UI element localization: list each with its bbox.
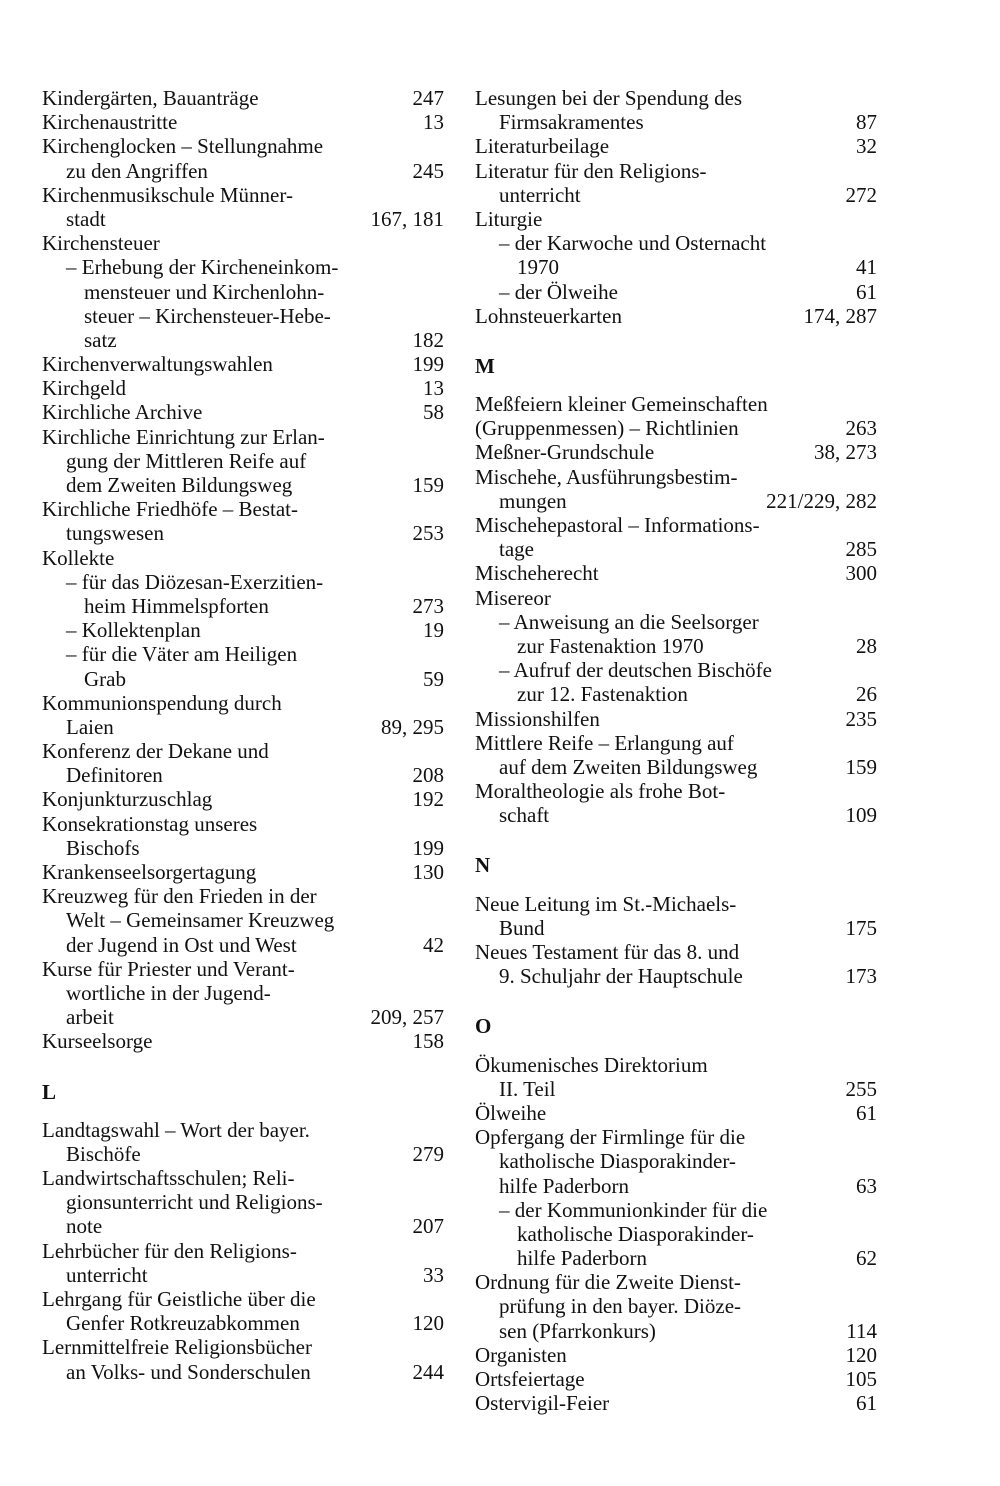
index-entry-line xyxy=(42,159,444,183)
index-entry-line xyxy=(42,1360,444,1384)
entry-text: Kirchensteuer xyxy=(42,231,160,256)
entry-text: Ordnung für die Zweite Dienst- xyxy=(475,1270,741,1295)
entry-text: Kirchliche Einrichtung zur Erlan- xyxy=(42,424,325,449)
entry-text: katholische Diasporakinder- xyxy=(517,1221,754,1246)
entry-text: – Aufruf der deutschen Bischöfe xyxy=(499,658,772,683)
page-number: 182 xyxy=(412,327,444,352)
index-entry-line xyxy=(42,1263,444,1287)
index-entry-line xyxy=(475,440,877,464)
index-entry-line xyxy=(42,521,444,545)
entry-text: tungswesen xyxy=(66,521,164,546)
entry-text: Bischofs xyxy=(66,835,140,860)
page-number: 221/229, 282 xyxy=(766,488,877,513)
entry-text: – Kollektenplan xyxy=(66,618,201,643)
entry-text: Meßner-Grundschule xyxy=(475,440,655,465)
entry-text: – der Kommunionkinder für die xyxy=(499,1197,768,1222)
entry-text: heim Himmelspforten xyxy=(84,593,269,618)
index-entry-line xyxy=(475,465,877,489)
entry-text: mensteuer und Kirchenlohn- xyxy=(84,279,325,304)
index-entry-line xyxy=(475,304,877,328)
entry-text: Kirchenglocken – Stellungnahme xyxy=(42,134,324,159)
index-entry-line xyxy=(42,667,444,691)
index-entry-line xyxy=(475,658,877,682)
index-entry-line xyxy=(475,1343,877,1367)
index-entry-line xyxy=(42,618,444,642)
index-entry-line xyxy=(475,1367,877,1391)
entry-text: zur Fastenaktion 1970 xyxy=(517,633,704,658)
entry-text: Mischehepastoral – Informations- xyxy=(475,513,760,537)
index-entry-line xyxy=(42,231,444,255)
index-entry-line xyxy=(475,86,877,110)
entry-text: Lesungen bei der Spendung des xyxy=(475,86,743,110)
entry-text: Konjunkturzuschlag xyxy=(42,787,213,812)
entry-text: Meßfeiern kleiner Gemeinschaften xyxy=(475,392,768,417)
entry-text: schaft xyxy=(499,803,550,828)
entry-text: Moraltheologie als frohe Bot- xyxy=(475,779,726,804)
index-entry-line xyxy=(42,86,444,110)
entry-text: Landwirtschaftsschulen; Reli- xyxy=(42,1166,295,1191)
page-number: 130 xyxy=(412,860,444,884)
entry-text: Konferenz der Dekane und xyxy=(42,739,269,764)
page-number: 13 xyxy=(423,110,444,135)
page-number: 62 xyxy=(856,1246,877,1271)
index-entry-line xyxy=(42,328,444,352)
entry-text: Ökumenisches Direktorium xyxy=(475,1052,708,1077)
index-entry-line xyxy=(475,940,877,964)
index-entry-line xyxy=(42,1311,444,1335)
entry-text: II. Teil xyxy=(499,1076,556,1101)
entry-text: tage xyxy=(499,537,534,562)
entry-text: – Anweisung an die Seelsorger xyxy=(499,609,759,634)
entry-text: – der Ölweihe xyxy=(499,279,618,304)
page-number: 28 xyxy=(856,633,877,658)
entry-text: Bund xyxy=(499,915,545,940)
index-entry-line xyxy=(475,489,877,513)
index-entry-line xyxy=(42,400,444,424)
page-number: 33 xyxy=(423,1262,444,1287)
entry-text: Kommunionspendung durch xyxy=(42,690,282,715)
page-number: 59 xyxy=(423,666,444,691)
page-number: 208 xyxy=(412,763,444,788)
entry-text: Kirchliche Friedhöfe – Bestat- xyxy=(42,497,298,522)
entry-text: Kirchgeld xyxy=(42,376,126,401)
page-number: 167, 181 xyxy=(370,206,444,231)
page-number: 61 xyxy=(856,279,877,304)
index-entry-line xyxy=(42,255,444,279)
index-entry-line xyxy=(475,1294,877,1318)
page-number: 245 xyxy=(412,158,444,183)
index-entry-line xyxy=(475,231,877,255)
index-entry-line xyxy=(42,304,444,328)
page-number: 159 xyxy=(845,754,877,779)
index-entry-line xyxy=(42,207,444,231)
index-entry-line xyxy=(42,376,444,400)
page-number: 192 xyxy=(412,787,444,812)
index-entry-line xyxy=(42,352,444,376)
entry-text: – der Karwoche und Osternacht xyxy=(499,231,767,256)
index-entry-line xyxy=(42,570,444,594)
page-number: 63 xyxy=(856,1173,877,1198)
index-entry-line xyxy=(42,1239,444,1263)
entry-text: Kreuzweg für den Frieden in der xyxy=(42,884,317,909)
index-entry-line xyxy=(475,513,877,537)
entry-text: – für das Diözesan-Exerzitien- xyxy=(66,569,324,594)
index-entry-line xyxy=(475,1246,877,1270)
index-entry-line xyxy=(475,916,877,940)
section-letter-heading: M xyxy=(475,353,495,378)
page-number: 199 xyxy=(412,352,444,377)
entry-text: Bischöfe xyxy=(66,1141,141,1166)
entry-text: gung der Mittleren Reife auf xyxy=(66,448,307,473)
index-entry-line xyxy=(475,586,877,610)
index-entry-line xyxy=(475,1174,877,1198)
entry-text: Kurseelsorge xyxy=(42,1029,153,1054)
entry-text: zu den Angriffen xyxy=(66,158,208,183)
entry-text: Missionshilfen xyxy=(475,706,600,731)
entry-text: an Volks- und Sonderschulen xyxy=(66,1359,311,1384)
page-number: 255 xyxy=(845,1076,877,1101)
index-column-right xyxy=(475,86,877,1415)
page-number: 26 xyxy=(856,682,877,707)
entry-text: der Jugend in Ost und West xyxy=(66,932,297,957)
index-entry-line xyxy=(42,1029,444,1053)
entry-text: Kindergärten, Bauanträge xyxy=(42,86,259,110)
page-number: 42 xyxy=(423,932,444,957)
index-entry-line xyxy=(42,183,444,207)
entry-text: Kirchenaustritte xyxy=(42,110,178,135)
entry-text: wortliche in der Jugend- xyxy=(66,980,271,1005)
index-entry-line xyxy=(42,1118,444,1142)
index-entry-line xyxy=(475,610,877,634)
index-entry-line xyxy=(475,1319,877,1343)
index-entry-line xyxy=(475,755,877,779)
index-entry-line xyxy=(475,1053,877,1077)
entry-text: Ölweihe xyxy=(475,1100,547,1125)
entry-text: Liturgie xyxy=(475,206,543,231)
index-entry-line xyxy=(475,1222,877,1246)
index-entry-line xyxy=(475,1270,877,1294)
page-number: 32 xyxy=(856,134,877,159)
index-entry-line xyxy=(42,787,444,811)
index-entry-line xyxy=(42,715,444,739)
section-letter-heading: N xyxy=(475,853,491,878)
page-number: 273 xyxy=(412,593,444,618)
index-entry-line xyxy=(475,1391,877,1415)
entry-text: Mischehe, Ausführungsbestim- xyxy=(475,464,738,489)
page-number: 300 xyxy=(845,561,877,586)
entry-text: hilfe Paderborn xyxy=(517,1246,648,1271)
entry-text: Opfergang der Firmlinge für die xyxy=(475,1125,746,1150)
entry-text: steuer – Kirchensteuer-Hebe- xyxy=(84,303,331,328)
entry-text: 9. Schuljahr der Hauptschule xyxy=(499,964,743,989)
index-entry-line xyxy=(42,449,444,473)
page-number: 89, 295 xyxy=(381,714,444,739)
index-entry-line xyxy=(42,739,444,763)
entry-text: Mischeherecht xyxy=(475,561,599,586)
entry-text: prüfung in den bayer. Diöze- xyxy=(499,1294,742,1319)
entry-text: Krankenseelsorgertagung xyxy=(42,860,257,884)
page-number: 120 xyxy=(412,1311,444,1336)
index-entry-line xyxy=(42,1214,444,1238)
page-number: 175 xyxy=(845,915,877,940)
entry-text: Definitoren xyxy=(66,763,163,788)
entry-text: (Gruppenmessen) – Richtlinien xyxy=(475,416,739,441)
index-entry-line xyxy=(475,1077,877,1101)
entry-text: Welt – Gemeinsamer Kreuzweg xyxy=(66,908,335,933)
index-entry-line xyxy=(475,110,877,134)
entry-text: unterricht xyxy=(499,182,581,207)
index-entry-line xyxy=(42,1287,444,1311)
page-number: 199 xyxy=(412,835,444,860)
entry-text: 1970 xyxy=(517,255,559,280)
entry-text: Kurse für Priester und Verant- xyxy=(42,956,295,981)
entry-text: unterricht xyxy=(66,1262,148,1287)
page-number: 207 xyxy=(412,1214,444,1239)
index-entry-line xyxy=(42,1335,444,1359)
entry-text: Landtagswahl – Wort der bayer. xyxy=(42,1117,310,1142)
index-entry-line xyxy=(475,183,877,207)
page-number: 235 xyxy=(845,706,877,731)
page-number: 105 xyxy=(845,1367,877,1391)
index-entry-line xyxy=(42,908,444,932)
entry-text: – für die Väter am Heiligen xyxy=(66,642,298,667)
index-entry-line xyxy=(475,1149,877,1173)
entry-text: dem Zweiten Bildungsweg xyxy=(66,473,293,497)
entry-text: Laien xyxy=(66,714,114,739)
entry-text: Literaturbeilage xyxy=(475,134,610,159)
index-entry-line xyxy=(475,280,877,304)
entry-text: stadt xyxy=(66,206,106,231)
index-entry-line xyxy=(42,473,444,497)
page-number: 158 xyxy=(412,1029,444,1054)
index-entry-line xyxy=(42,812,444,836)
entry-text: – Erhebung der Kircheneinkom- xyxy=(66,255,339,280)
page-number: 61 xyxy=(856,1100,877,1125)
index-entry-line xyxy=(42,280,444,304)
index-column-left xyxy=(42,86,444,1384)
entry-text: Neues Testament für das 8. und xyxy=(475,940,740,964)
page-number: 285 xyxy=(845,537,877,562)
entry-text: arbeit xyxy=(66,1005,114,1030)
index-entry-line xyxy=(475,1101,877,1125)
index-entry-line xyxy=(475,964,877,988)
section-letter-heading: O xyxy=(475,1014,492,1039)
page-number: 272 xyxy=(845,182,877,207)
page-number: 209, 257 xyxy=(370,1005,444,1030)
page-number: 114 xyxy=(846,1318,877,1343)
index-entry-line xyxy=(475,561,877,585)
entry-text: hilfe Paderborn xyxy=(499,1173,630,1198)
index-entry-line xyxy=(42,594,444,618)
entry-text: Kollekte xyxy=(42,545,115,570)
index-entry-line xyxy=(475,1125,877,1149)
index-entry-line xyxy=(475,731,877,755)
entry-text: Ostervigil-Feier xyxy=(475,1391,610,1416)
index-entry-line xyxy=(42,933,444,957)
page-number: 263 xyxy=(845,416,877,441)
entry-text: Kirchenverwaltungswahlen xyxy=(42,352,273,377)
page-number: 38, 273 xyxy=(814,440,877,465)
index-entry-line xyxy=(475,159,877,183)
page-number: 173 xyxy=(845,964,877,989)
index-entry-line xyxy=(475,779,877,803)
page-number: 244 xyxy=(412,1359,444,1384)
page-number: 61 xyxy=(856,1391,877,1416)
index-entry-line xyxy=(42,642,444,666)
index-entry-line xyxy=(42,981,444,1005)
entry-text: note xyxy=(66,1214,103,1239)
index-entry-line xyxy=(42,497,444,521)
page-number: 159 xyxy=(412,473,444,497)
page-number: 174, 287 xyxy=(803,303,877,328)
index-entry-line xyxy=(42,884,444,908)
entry-text: Ortsfeiertage xyxy=(475,1367,585,1391)
index-entry-line xyxy=(42,425,444,449)
entry-text: Neue Leitung im St.-Michaels- xyxy=(475,891,737,916)
entry-text: Misereor xyxy=(475,585,551,610)
entry-text: Konsekrationstag unseres xyxy=(42,811,258,836)
index-entry-line xyxy=(42,1142,444,1166)
index-entry-line xyxy=(475,634,877,658)
entry-text: Lehrgang für Geistliche über die xyxy=(42,1287,316,1311)
page-number: 247 xyxy=(412,86,444,110)
index-entry-line xyxy=(42,836,444,860)
index-entry-line xyxy=(475,134,877,158)
index-entry-line xyxy=(475,392,877,416)
page-number: 253 xyxy=(412,521,444,546)
page-number: 279 xyxy=(412,1141,444,1166)
entry-text: Lernmittelfreie Religionsbücher xyxy=(42,1335,312,1360)
entry-text: Genfer Rotkreuzabkommen xyxy=(66,1311,300,1336)
index-entry-line xyxy=(475,707,877,731)
index-entry-line xyxy=(475,255,877,279)
entry-text: Literatur für den Religions- xyxy=(475,158,707,183)
index-entry-line xyxy=(475,803,877,827)
index-entry-line xyxy=(475,682,877,706)
entry-text: katholische Diasporakinder- xyxy=(499,1149,736,1174)
index-entry-line xyxy=(42,957,444,981)
page-number: 120 xyxy=(845,1342,877,1367)
entry-text: Firmsakramentes xyxy=(499,110,644,135)
index-entry-line xyxy=(42,110,444,134)
entry-text: sen (Pfarrkonkurs) xyxy=(499,1318,656,1343)
index-entry-line xyxy=(475,892,877,916)
index-entry-line xyxy=(475,416,877,440)
page-number: 13 xyxy=(423,376,444,401)
entry-text: Kirchenmusikschule Münner- xyxy=(42,182,293,207)
index-entry-line xyxy=(42,1005,444,1029)
section-letter-heading: L xyxy=(42,1079,57,1104)
index-entry-line xyxy=(42,1190,444,1214)
page-number: 87 xyxy=(856,110,877,135)
index-entry-line xyxy=(475,537,877,561)
index-entry-line xyxy=(42,134,444,158)
entry-text: auf dem Zweiten Bildungsweg xyxy=(499,754,758,779)
entry-text: Lohnsteuerkarten xyxy=(475,303,622,328)
entry-text: Kirchliche Archive xyxy=(42,400,203,425)
entry-text: Lehrbücher für den Religions- xyxy=(42,1238,297,1263)
entry-text: Grab xyxy=(84,666,126,691)
entry-text: mungen xyxy=(499,488,567,513)
index-entry-line xyxy=(42,691,444,715)
index-entry-line xyxy=(42,860,444,884)
entry-text: gionsunterricht und Religions- xyxy=(66,1190,323,1215)
index-entry-line xyxy=(42,546,444,570)
page-number: 109 xyxy=(845,803,877,828)
index-entry-line xyxy=(42,1166,444,1190)
entry-text: zur 12. Fastenaktion xyxy=(517,682,688,707)
page-number: 41 xyxy=(856,255,877,280)
entry-text: Organisten xyxy=(475,1342,567,1367)
page-number: 19 xyxy=(423,618,444,643)
index-entry-line xyxy=(475,1198,877,1222)
index-entry-line xyxy=(42,763,444,787)
index-entry-line xyxy=(475,207,877,231)
page-number: 58 xyxy=(423,400,444,425)
entry-text: Mittlere Reife – Erlangung auf xyxy=(475,730,734,755)
entry-text: satz xyxy=(84,327,117,352)
